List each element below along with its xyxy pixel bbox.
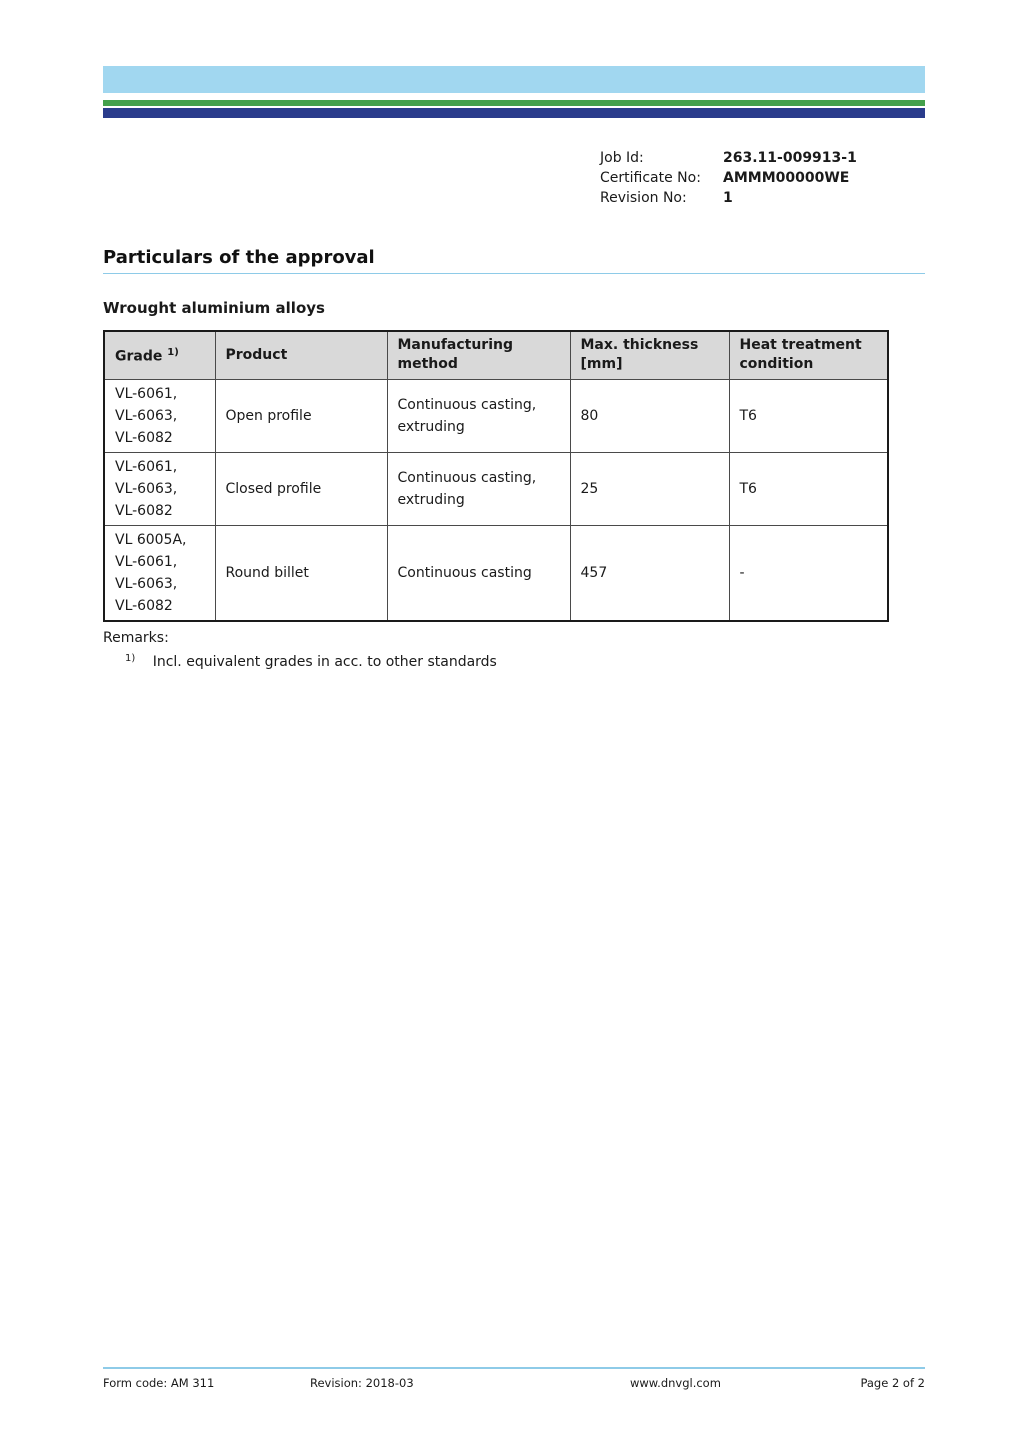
grade-line: VL-6063, — [115, 407, 178, 424]
remarks-label: Remarks: — [103, 629, 169, 646]
grade-cell — [104, 452, 215, 525]
thickness-cell: 25 — [570, 452, 729, 525]
header-heat-line1: Heat treatment — [739, 337, 862, 354]
header-grade-label: Grade — [115, 349, 163, 366]
remarks-block — [103, 630, 925, 671]
job-id-label: Job Id: — [600, 150, 644, 166]
product-cell: Open profile — [215, 379, 387, 452]
grade-line: VL-6082 — [115, 502, 173, 519]
brand-bar-light-blue — [103, 66, 925, 93]
product-cell: Closed profile — [215, 452, 387, 525]
method-cell — [387, 452, 570, 525]
thickness-cell: 80 — [570, 379, 729, 452]
table-row — [104, 379, 888, 452]
header-max-thickness — [570, 331, 729, 379]
method-line: extruding — [397, 491, 465, 508]
footer-website: www.dnvgl.com — [630, 1376, 721, 1390]
thickness-cell: 457 — [570, 525, 729, 621]
section-subtitle: Wrought aluminium alloys — [103, 299, 325, 317]
header-manufacturing-line2: method — [397, 356, 458, 373]
brand-bar-dark-blue — [103, 108, 925, 118]
grade-line: VL-6061, — [115, 385, 178, 402]
heat-treatment-cell: - — [729, 525, 888, 621]
header-product — [215, 331, 387, 379]
header-product-label: Product — [225, 346, 288, 363]
table-row — [104, 452, 888, 525]
alloys-table — [103, 330, 889, 622]
table-row — [104, 525, 888, 621]
header-heat-treatment — [729, 331, 888, 379]
footer-page-number: Page 2 of 2 — [860, 1376, 925, 1390]
page-content — [103, 0, 925, 670]
header-thickness-line2: [mm] — [580, 356, 623, 373]
grade-line: VL-6061, — [115, 553, 178, 570]
method-cell — [387, 525, 570, 621]
footer-form-code: Form code: AM 311 — [103, 1376, 215, 1390]
brand-bar-green — [103, 100, 925, 106]
header-grade — [104, 331, 215, 379]
header-heat-line2: condition — [739, 356, 814, 373]
revision-no-value: 1 — [723, 190, 733, 206]
method-line: Continuous casting, — [397, 469, 537, 486]
revision-no-row — [600, 188, 925, 208]
grade-cell — [104, 525, 215, 621]
method-cell — [387, 379, 570, 452]
section-title: Particulars of the approval — [103, 247, 925, 274]
job-id-value: 263.11-009913-1 — [723, 150, 857, 166]
method-line: Continuous casting — [397, 564, 532, 581]
header-manufacturing-line1: Manufacturing — [397, 337, 513, 354]
method-line: extruding — [397, 418, 465, 435]
header-grade-footnote-marker: 1) — [167, 347, 179, 359]
revision-no-label: Revision No: — [600, 190, 687, 206]
footer-revision: Revision: 2018-03 — [310, 1376, 414, 1390]
job-id-row — [600, 148, 925, 168]
grade-line: VL-6061, — [115, 458, 178, 475]
method-line: Continuous casting, — [397, 396, 537, 413]
grade-line: VL-6082 — [115, 597, 173, 614]
heat-treatment-cell: T6 — [729, 452, 888, 525]
certificate-no-row — [600, 168, 925, 188]
page-footer — [103, 1367, 925, 1397]
grade-cell — [104, 379, 215, 452]
header-manufacturing-method — [387, 331, 570, 379]
product-cell: Round billet — [215, 525, 387, 621]
footnote-marker: 1) — [125, 652, 136, 664]
certificate-no-label: Certificate No: — [600, 170, 701, 186]
footnote-text: Incl. equivalent grades in acc. to other standards — [152, 654, 497, 671]
heat-treatment-cell: T6 — [729, 379, 888, 452]
grade-line: VL-6063, — [115, 480, 178, 497]
table-header-row — [104, 331, 888, 379]
certificate-no-value: AMMM00000WE — [723, 170, 850, 186]
document-info-block — [600, 148, 925, 208]
grade-line: VL 6005A, — [115, 531, 187, 548]
header-thickness-line1: Max. thickness — [580, 337, 699, 354]
remarks-note — [103, 653, 925, 671]
grade-line: VL-6082 — [115, 429, 173, 446]
grade-line: VL-6063, — [115, 575, 178, 592]
